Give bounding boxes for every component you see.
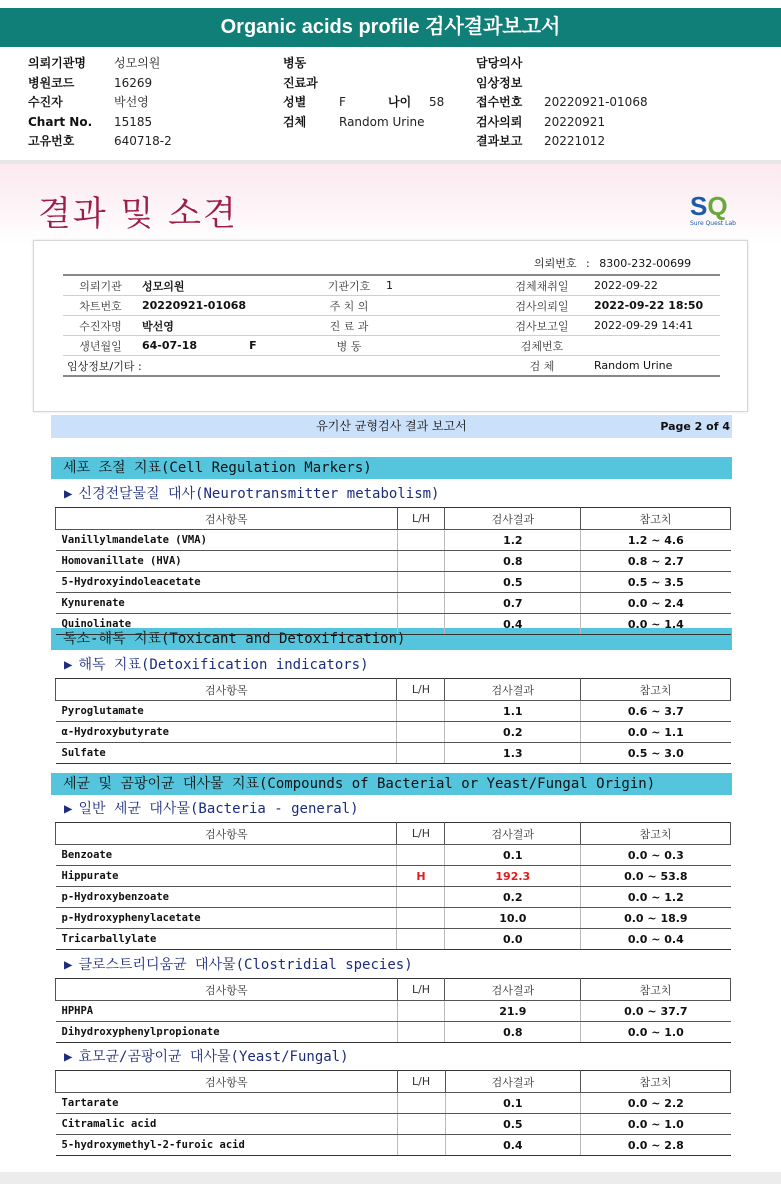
meta-row xyxy=(283,54,425,74)
triangle-right-icon: ▶ xyxy=(64,1049,73,1065)
result-value: 0.2 xyxy=(445,722,581,743)
specimen-value: Random Urine xyxy=(590,356,720,377)
request-number-value: 8300-232-00699 xyxy=(599,257,692,270)
info-label: 병 동 xyxy=(316,336,382,356)
reference-range: 0.0 ~ 1.0 xyxy=(581,1022,731,1043)
info-label: 생년월일 xyxy=(63,336,138,356)
table-row xyxy=(56,722,731,743)
test-name: Benzoate xyxy=(56,845,397,866)
flag-cell xyxy=(397,908,445,929)
info-label: 수진자명 xyxy=(63,316,138,336)
test-name: HPHPA xyxy=(56,1001,398,1022)
info-row xyxy=(63,356,720,377)
meta-label: 성별 xyxy=(283,95,307,109)
table-row xyxy=(56,572,731,593)
result-value: 0.5 xyxy=(445,1114,581,1135)
table-row xyxy=(56,887,731,908)
test-name: Tricarballylate xyxy=(56,929,397,950)
flag-cell xyxy=(397,572,445,593)
table-header-row xyxy=(56,1071,731,1093)
birth-date: 64-07-18 xyxy=(142,339,198,352)
test-name: Dihydroxyphenylpropionate xyxy=(56,1022,398,1043)
reference-range: 0.0 ~ 1.2 xyxy=(581,887,731,908)
info-value: 성모의원 xyxy=(138,275,316,296)
flag-cell xyxy=(397,845,445,866)
meta-label: 병원코드 xyxy=(28,75,75,90)
info-label: 검체채취일 xyxy=(494,275,590,296)
test-name: 5-Hydroxyindoleacetate xyxy=(56,572,398,593)
meta-value: F xyxy=(339,95,346,109)
flag-cell xyxy=(397,701,445,722)
flag-cell xyxy=(397,743,445,764)
report-bar xyxy=(51,415,732,438)
meta-row xyxy=(283,113,425,133)
col-header-result: 검사결과 xyxy=(445,823,581,845)
request-number-label: 의뢰번호 xyxy=(534,257,577,270)
info-label: 기관기호 xyxy=(316,275,382,296)
group-clostridial: ▶ 클로스트리디움균 대사물(Clostridial species) xyxy=(64,957,413,973)
info-label: 주 치 의 xyxy=(316,296,382,316)
info-value: 20220921-01068 xyxy=(138,296,316,316)
result-value: 1.3 xyxy=(445,743,581,764)
report-bar-title: 유기산 균형검사 결과 보고서 xyxy=(316,419,467,433)
info-value: 1 xyxy=(382,275,494,296)
info-value xyxy=(382,296,494,316)
meta-label: 진료과 xyxy=(283,75,318,90)
info-value: 2022-09-29 14:41 xyxy=(590,316,720,336)
reference-range: 0.0 ~ 1.4 xyxy=(581,614,731,635)
col-header-reference: 참고치 xyxy=(581,1071,731,1093)
meta-value: 16269 xyxy=(114,75,153,90)
result-value: 0.8 xyxy=(445,1022,581,1043)
test-name: 5-hydroxymethyl-2-furoic acid xyxy=(56,1135,398,1156)
flag-cell: H xyxy=(397,866,445,887)
table-header-row xyxy=(56,508,731,530)
meta-label: 고유번호 xyxy=(28,134,75,148)
table-bacteria-general xyxy=(55,822,731,950)
reference-range: 0.0 ~ 53.8 xyxy=(581,866,731,887)
col-header-lh: L/H xyxy=(397,979,445,1001)
test-name: Vanillylmandelate (VMA) xyxy=(56,530,398,551)
table-header-row xyxy=(56,979,731,1001)
info-value: 2022-09-22 xyxy=(590,275,720,296)
col-header-result: 검사결과 xyxy=(445,679,581,701)
info-label: 검사의뢰일 xyxy=(494,296,590,316)
test-name: p-Hydroxyphenylacetate xyxy=(56,908,397,929)
table-neurotransmitter xyxy=(55,507,731,635)
sq-logo xyxy=(690,192,746,232)
col-header-result: 검사결과 xyxy=(445,1071,581,1093)
flag-cell xyxy=(397,929,445,950)
meta-label: 담당의사 xyxy=(476,56,523,70)
test-name: Homovanillate (HVA) xyxy=(56,551,398,572)
result-value: 0.8 xyxy=(445,551,581,572)
col-header-item: 검사항목 xyxy=(56,679,397,701)
age-field xyxy=(388,93,444,113)
reference-range: 0.0 ~ 2.8 xyxy=(581,1135,731,1156)
meta-row xyxy=(28,74,172,94)
table-row xyxy=(56,593,731,614)
meta-row xyxy=(28,54,172,74)
result-value: 1.2 xyxy=(445,530,581,551)
col-header-result: 검사결과 xyxy=(445,508,581,530)
result-value: 192.3 xyxy=(445,866,581,887)
clinical-info: 임상정보/기타 : xyxy=(63,356,494,377)
triangle-right-icon: ▶ xyxy=(64,801,73,817)
meta-row xyxy=(283,74,425,94)
col-header-result: 검사결과 xyxy=(445,979,581,1001)
meta-row xyxy=(28,93,172,113)
result-value: 0.1 xyxy=(445,845,581,866)
section-bacterial-fungal: 세균 및 곰팡이균 대사물 지표(Compounds of Bacterial or Yeast/Fungal Origin) xyxy=(51,773,732,795)
patient-info-table xyxy=(63,274,720,377)
result-value: 0.4 xyxy=(445,614,581,635)
page-indicator: Page 2 of 4 xyxy=(660,420,730,433)
info-label: 차트번호 xyxy=(63,296,138,316)
meta-value: 박선영 xyxy=(114,95,149,109)
meta-row xyxy=(476,93,648,113)
info-label: 진 료 과 xyxy=(316,316,382,336)
test-name: Kynurenate xyxy=(56,593,398,614)
result-value: 0.2 xyxy=(445,887,581,908)
logo-s: S xyxy=(690,191,708,221)
reference-range: 0.0 ~ 1.0 xyxy=(581,1114,731,1135)
info-value xyxy=(382,336,494,356)
meta-row xyxy=(28,132,172,152)
info-row xyxy=(63,336,720,356)
table-row xyxy=(56,1135,731,1156)
table-clostridial xyxy=(55,978,731,1043)
info-label: 검체번호 xyxy=(494,336,590,356)
table-row xyxy=(56,614,731,635)
col-header-reference: 참고치 xyxy=(581,508,731,530)
col-header-lh: L/H xyxy=(397,823,445,845)
flag-cell xyxy=(397,1001,445,1022)
flag-cell xyxy=(397,1114,445,1135)
logo-lab-text: Sure Quest Lab xyxy=(690,220,736,227)
group-bacteria-general: ▶ 일반 세균 대사물(Bacteria - general) xyxy=(64,801,359,817)
flag-cell xyxy=(397,593,445,614)
table-row xyxy=(56,701,731,722)
meta-value: 20221012 xyxy=(544,134,606,148)
meta-row xyxy=(476,113,648,133)
test-name: α-Hydroxybutyrate xyxy=(56,722,397,743)
info-value: 2022-09-22 18:50 xyxy=(590,296,720,316)
reference-range: 0.0 ~ 1.1 xyxy=(581,722,731,743)
info-value xyxy=(382,316,494,336)
footer-bar xyxy=(0,1172,781,1184)
table-row xyxy=(56,743,731,764)
col-header-item: 검사항목 xyxy=(56,508,398,530)
col-header-item: 검사항목 xyxy=(56,979,398,1001)
flag-cell xyxy=(397,887,445,908)
flag-cell xyxy=(397,1093,445,1114)
info-row xyxy=(63,296,720,316)
table-yeast-fungal xyxy=(55,1070,731,1156)
table-row xyxy=(56,866,731,887)
reference-range: 0.5 ~ 3.0 xyxy=(581,743,731,764)
test-name: Pyroglutamate xyxy=(56,701,397,722)
meta-value: 640718-2 xyxy=(114,134,172,148)
table-row xyxy=(56,908,731,929)
flag-cell xyxy=(397,614,445,635)
meta-column-3 xyxy=(476,54,648,152)
reference-range: 0.0 ~ 2.4 xyxy=(581,593,731,614)
test-name: Quinolinate xyxy=(56,614,398,635)
result-value: 0.0 xyxy=(445,929,581,950)
table-row xyxy=(56,1114,731,1135)
sex-value: F xyxy=(249,339,257,352)
reference-range: 1.2 ~ 4.6 xyxy=(581,530,731,551)
triangle-right-icon: ▶ xyxy=(64,657,73,673)
meta-label: 임상정보 xyxy=(476,75,523,90)
meta-label: 접수번호 xyxy=(476,95,523,109)
meta-label: 의뢰기관명 xyxy=(28,56,86,70)
reference-range: 0.6 ~ 3.7 xyxy=(581,701,731,722)
col-header-lh: L/H xyxy=(397,1071,445,1093)
info-value: 박선영 xyxy=(138,316,316,336)
age-label: 나이 xyxy=(388,95,412,109)
meta-label: 병동 xyxy=(283,56,307,70)
info-label: 검사보고일 xyxy=(494,316,590,336)
meta-column-1 xyxy=(28,54,172,152)
meta-value: 15185 xyxy=(114,114,153,129)
reference-range: 0.0 ~ 18.9 xyxy=(581,908,731,929)
meta-row xyxy=(476,74,648,94)
meta-value: 20220921-01068 xyxy=(544,95,648,109)
age-value: 58 xyxy=(429,95,445,109)
meta-label: 결과보고 xyxy=(476,134,523,148)
col-header-reference: 참고치 xyxy=(581,979,731,1001)
table-header-row xyxy=(56,679,731,701)
meta-label: 검체 xyxy=(283,114,307,129)
table-row xyxy=(56,551,731,572)
table-row xyxy=(56,929,731,950)
col-header-lh: L/H xyxy=(397,679,445,701)
info-value xyxy=(590,336,720,356)
result-value: 10.0 xyxy=(445,908,581,929)
group-detox-indicators: ▶ 해독 지표(Detoxification indicators) xyxy=(64,657,369,673)
flag-cell xyxy=(397,530,445,551)
result-value: 0.5 xyxy=(445,572,581,593)
group-neurotransmitter: ▶ 신경전달물질 대사(Neurotransmitter metabolism) xyxy=(64,486,440,502)
triangle-right-icon: ▶ xyxy=(64,957,73,973)
test-name: Citramalic acid xyxy=(56,1114,398,1135)
results-title: 결과 및 소견 xyxy=(38,194,238,234)
result-value: 1.1 xyxy=(445,701,581,722)
flag-cell xyxy=(397,722,445,743)
table-row xyxy=(56,530,731,551)
meta-row xyxy=(28,113,172,133)
meta-row xyxy=(476,132,648,152)
info-label: 의뢰기관 xyxy=(63,275,138,296)
meta-value: 성모의원 xyxy=(114,56,161,70)
table-row xyxy=(56,1022,731,1043)
logo-q: Q xyxy=(707,191,728,221)
section-detoxification: 독소-해독 지표(Toxicant and Detoxification) xyxy=(51,628,732,650)
table-row xyxy=(56,1093,731,1114)
reference-range: 0.0 ~ 0.3 xyxy=(581,845,731,866)
reference-range: 0.0 ~ 0.4 xyxy=(581,929,731,950)
meta-row xyxy=(476,54,648,74)
meta-label: 수진자 xyxy=(28,95,63,109)
group-yeast-fungal: ▶ 효모균/곰팡이균 대사물(Yeast/Fungal) xyxy=(64,1049,349,1065)
triangle-right-icon: ▶ xyxy=(64,486,73,502)
table-row xyxy=(56,845,731,866)
test-name: Hippurate xyxy=(56,866,397,887)
result-value: 21.9 xyxy=(445,1001,581,1022)
table-row xyxy=(56,1001,731,1022)
result-value: 0.7 xyxy=(445,593,581,614)
reference-range: 0.0 ~ 2.2 xyxy=(581,1093,731,1114)
report-title: Organic acids profile 검사결과보고서 xyxy=(0,8,781,47)
col-header-item: 검사항목 xyxy=(56,823,397,845)
test-name: p-Hydroxybenzoate xyxy=(56,887,397,908)
flag-cell xyxy=(397,1135,445,1156)
result-value: 0.1 xyxy=(445,1093,581,1114)
test-name: Tartarate xyxy=(56,1093,398,1114)
meta-value: Random Urine xyxy=(339,114,425,129)
flag-cell xyxy=(397,551,445,572)
section-cell-regulation: 세포 조절 지표(Cell Regulation Markers) xyxy=(51,457,732,479)
meta-label: 검사의뢰 xyxy=(476,114,523,129)
request-number: 의뢰번호 : 8300-232-00699 xyxy=(534,257,692,270)
info-row xyxy=(63,316,720,336)
reference-range: 0.0 ~ 37.7 xyxy=(581,1001,731,1022)
col-header-reference: 참고치 xyxy=(581,679,731,701)
test-name: Sulfate xyxy=(56,743,397,764)
info-row xyxy=(63,275,720,296)
table-header-row xyxy=(56,823,731,845)
col-header-lh: L/H xyxy=(397,508,445,530)
meta-value: 20220921 xyxy=(544,114,606,129)
specimen-label: 검 체 xyxy=(494,356,590,377)
reference-range: 0.5 ~ 3.5 xyxy=(581,572,731,593)
meta-label: Chart No. xyxy=(28,114,93,129)
col-header-reference: 참고치 xyxy=(581,823,731,845)
table-detox-indicators xyxy=(55,678,731,764)
col-header-item: 검사항목 xyxy=(56,1071,398,1093)
info-value xyxy=(138,336,316,356)
reference-range: 0.8 ~ 2.7 xyxy=(581,551,731,572)
result-value: 0.4 xyxy=(445,1135,581,1156)
flag-cell xyxy=(397,1022,445,1043)
